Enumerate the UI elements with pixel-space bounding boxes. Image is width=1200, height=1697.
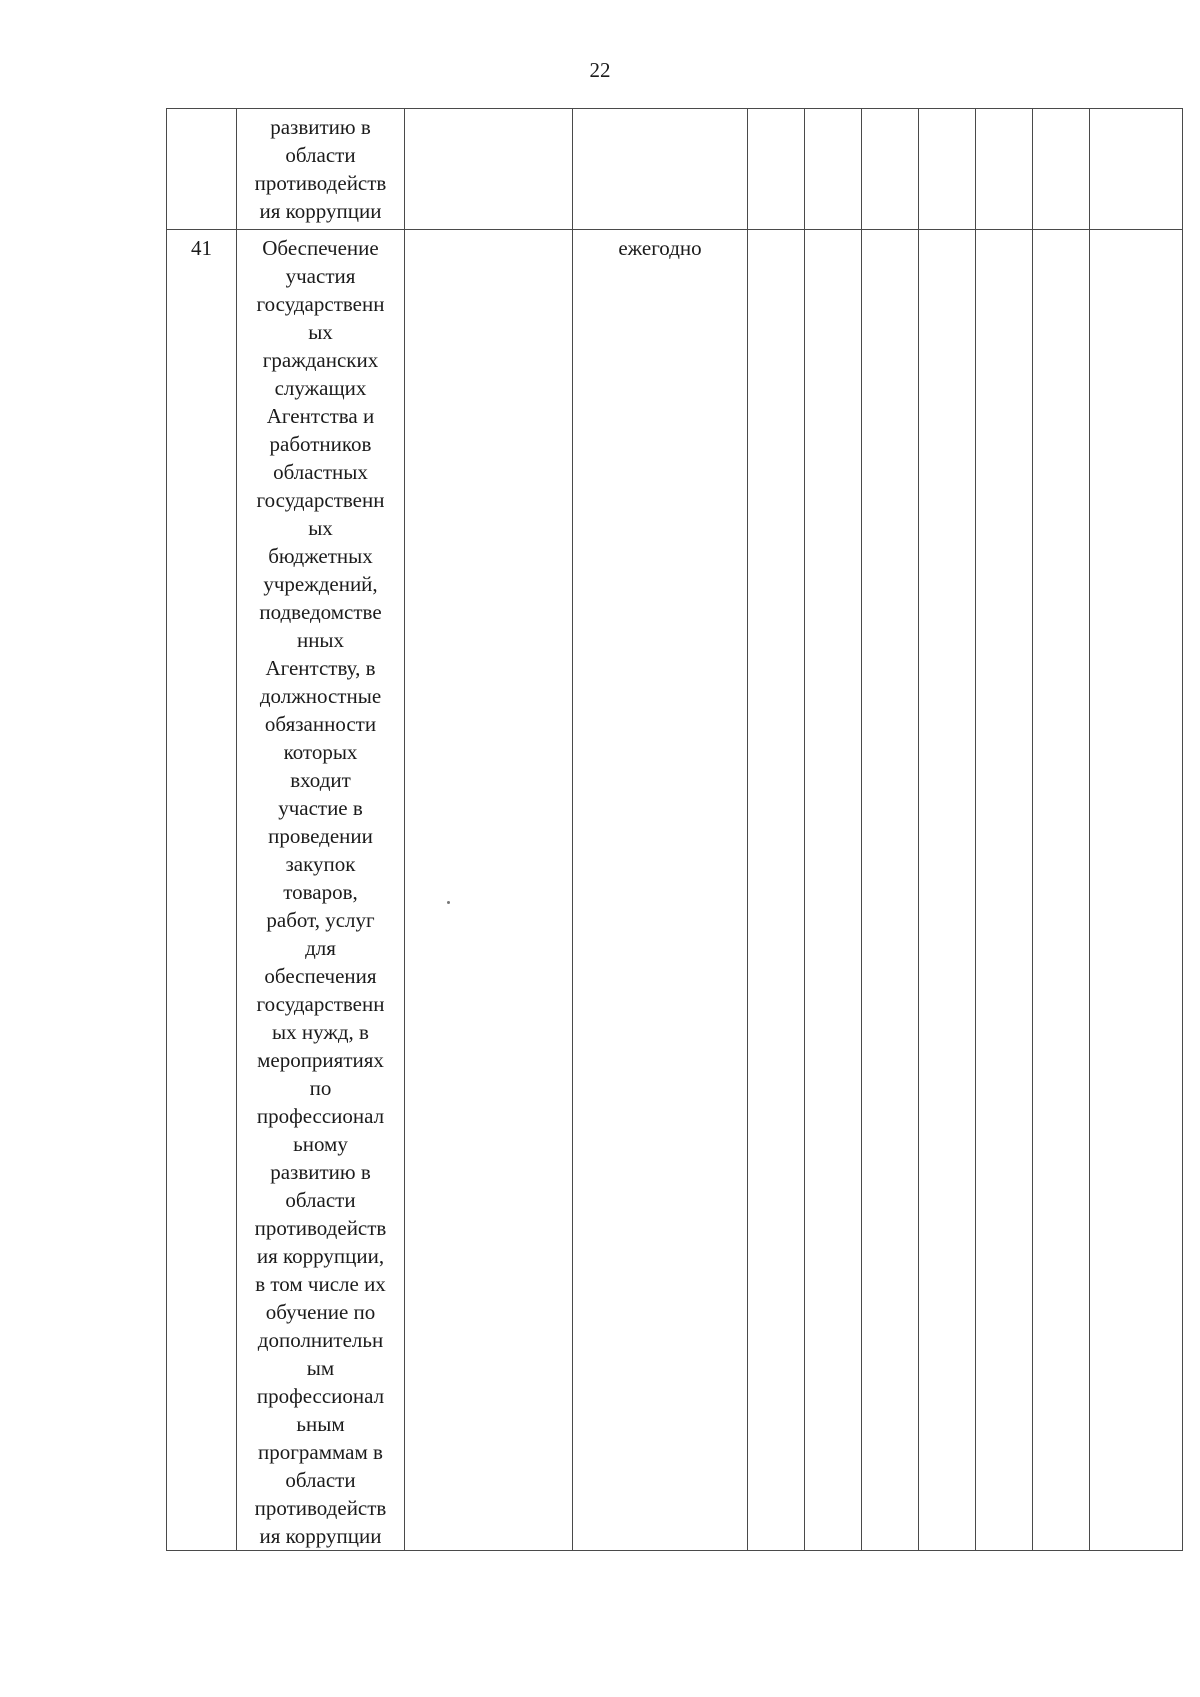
activity-name-line: работ, услуг [266, 908, 375, 932]
empty-cell [748, 230, 805, 1551]
activity-name-line: работников [269, 432, 372, 456]
empty-cell [976, 109, 1033, 230]
activity-name [239, 113, 402, 225]
table-row [167, 109, 1183, 230]
term-text: ежегодно [618, 236, 702, 260]
activity-name-line: ия коррупции, [256, 1244, 385, 1268]
activity-name-line: которых [283, 740, 358, 764]
activity-name-line: товаров, [283, 880, 358, 904]
activity-name-line: дополнительн [257, 1328, 384, 1352]
plan-table [166, 108, 1183, 1551]
activity-name-line: для [305, 936, 336, 960]
activity-name-line: входит [290, 768, 351, 792]
empty-cell [1033, 109, 1090, 230]
activity-name-line: бюджетных [268, 544, 373, 568]
empty-cell [805, 230, 862, 1551]
activity-name-line: области [285, 1188, 356, 1212]
page-number: 22 [589, 58, 611, 82]
activity-name-line: обязанности [264, 712, 377, 736]
activity-name-line: ых [308, 516, 333, 540]
activity-name-line: области [285, 1468, 356, 1492]
empty-cell [919, 109, 976, 230]
activity-name-line: профессионал [256, 1104, 385, 1128]
activity-name-line: ьным [296, 1412, 345, 1436]
row-number-cell [167, 230, 237, 1551]
empty-cell [1090, 230, 1183, 1551]
activity-name-line: профессионал [256, 1384, 385, 1408]
activity-name-line: развитию в [270, 115, 371, 139]
executor-cell [405, 230, 573, 1551]
scan-speck [447, 901, 450, 904]
row-number-cell [167, 109, 237, 230]
empty-cell [862, 230, 919, 1551]
executor-cell [405, 109, 573, 230]
activity-name-line: ым [306, 1356, 335, 1380]
activity-name-line: областных [273, 460, 368, 484]
activity-name-line: обеспечения [264, 964, 377, 988]
activity-name-cell [237, 109, 405, 230]
activity-name-line: противодейств [254, 1216, 387, 1240]
activity-name-line: проведении [268, 824, 373, 848]
empty-cell [1090, 109, 1183, 230]
activity-name-line: развитию в [270, 1160, 371, 1184]
activity-name [239, 234, 402, 1550]
activity-name-line: области [285, 143, 356, 167]
activity-name-line: должностные [259, 684, 382, 708]
term-cell [573, 109, 748, 230]
activity-name-line: закупок [285, 852, 356, 876]
activity-name-line: обучение по [265, 1300, 376, 1324]
activity-name-line: государственн [256, 992, 385, 1016]
activity-name-line: участие в [278, 796, 363, 820]
row-number: 41 [191, 236, 212, 260]
activity-name-line: гражданских [262, 348, 379, 372]
activity-name-line: по [309, 1076, 332, 1100]
activity-name-line: Обеспечение [262, 236, 379, 260]
activity-name-line: ых [308, 320, 333, 344]
activity-name-line: противодейств [254, 171, 387, 195]
term-cell [573, 230, 748, 1551]
empty-cell [748, 109, 805, 230]
empty-cell [1033, 230, 1090, 1551]
activity-name-line: ия коррупции [259, 199, 382, 223]
activity-name-line: учреждений, [263, 572, 378, 596]
activity-name-line: программам в [258, 1440, 383, 1464]
activity-name-line: ьному [293, 1132, 348, 1156]
empty-cell [976, 230, 1033, 1551]
activity-name-line: в том числе их [255, 1272, 386, 1296]
empty-cell [862, 109, 919, 230]
activity-name-line: участия [285, 264, 356, 288]
table-row [167, 230, 1183, 1551]
activity-name-cell [237, 230, 405, 1551]
activity-name-line: ия коррупции [259, 1524, 382, 1548]
activity-name-line: подведомстве [259, 600, 382, 624]
empty-cell [805, 109, 862, 230]
empty-cell [919, 230, 976, 1551]
activity-name-line: противодейств [254, 1496, 387, 1520]
activity-name-line: Агентству, в [265, 656, 376, 680]
activity-name-line: служащих [274, 376, 367, 400]
activity-name-line: нных [296, 628, 345, 652]
activity-name-line: мероприятиях [257, 1048, 384, 1072]
activity-name-line: Агентства и [266, 404, 375, 428]
activity-name-line: ых нужд, в [272, 1020, 369, 1044]
activity-name-line: государственн [256, 488, 385, 512]
activity-name-line: государственн [256, 292, 385, 316]
